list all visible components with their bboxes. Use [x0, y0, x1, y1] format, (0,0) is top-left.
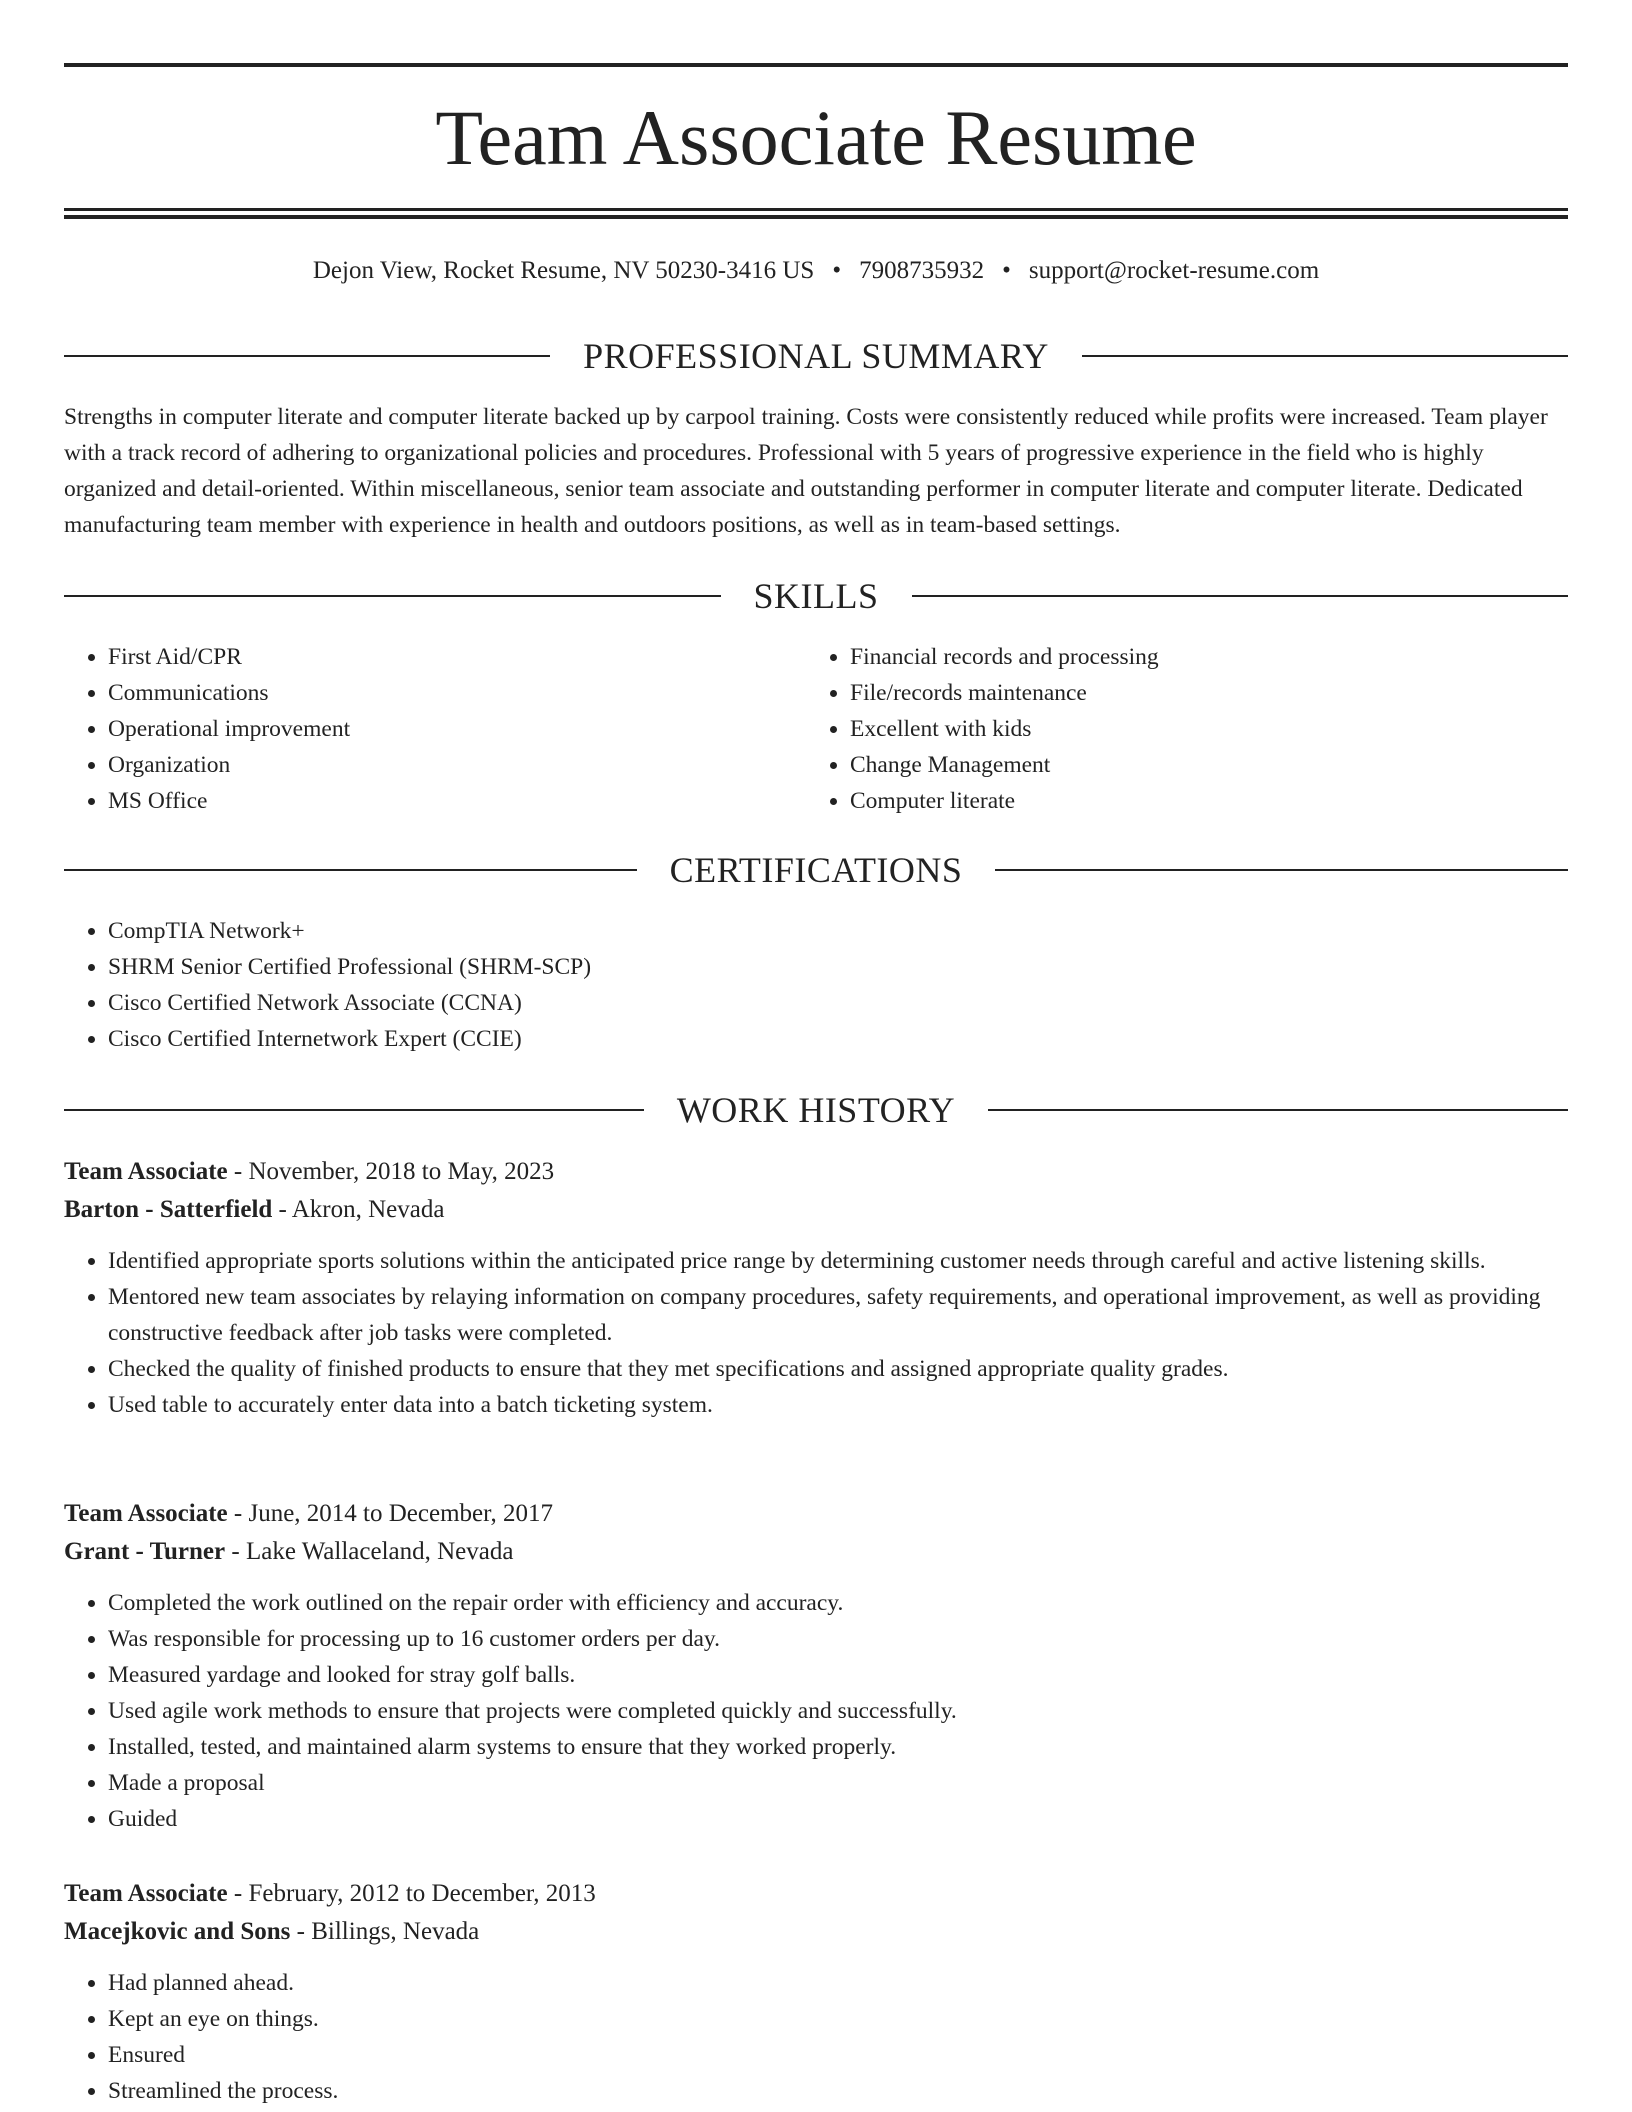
section-heading-certifications: [64, 848, 1568, 892]
section-heading-work-history: [64, 1088, 1568, 1132]
certification-item: • Cisco Certified Internetwork Expert (CCIE): [108, 1021, 1568, 1057]
job-duty: • Measured yardage and looked for stray golf balls.: [108, 1657, 1568, 1693]
contact-email: support@rocket-resume.com: [1028, 257, 1320, 284]
skill-item: • Financial records and processing: [850, 639, 1566, 675]
job-duty: • Kept an eye on things.: [108, 2001, 1568, 2037]
contact-address: Dejon View, Rocket Resume, NV 50230-3416 US: [312, 257, 815, 284]
resume-title: Team Associate Resume: [435, 94, 1197, 181]
job-duty: • Used table to accurately enter data into a batch ticketing system.: [108, 1387, 1568, 1423]
contact-separator: •: [832, 257, 842, 284]
section-heading-summary: [64, 334, 1568, 378]
section-title: CERTIFICATIONS: [669, 850, 963, 890]
contact-separator: •: [1002, 257, 1011, 284]
job-duty: • Checked the quality of finished products to ensure that they met specifications and assigned appropriate quality grades.: [108, 1351, 1568, 1387]
job-location: - Billings, Nevada: [290, 1918, 480, 1945]
skill-item: • Computer literate: [850, 783, 1566, 819]
job-location: - Lake Wallaceland, Nevada: [225, 1538, 514, 1565]
heading-rule-left: [64, 869, 637, 871]
heading-rule-right: [988, 1109, 1568, 1111]
skills-column-right: [806, 639, 1566, 819]
section-title: SKILLS: [753, 576, 879, 616]
title-divider-lower: [64, 215, 1568, 219]
job-company: Barton - Satterfield: [64, 1196, 273, 1223]
job-duty: • Installed, tested, and maintained alarm systems to ensure that they worked properly.: [108, 1729, 1568, 1765]
skill-item: • File/records maintenance: [850, 675, 1566, 711]
title-divider-upper: [64, 208, 1568, 211]
job-dates: - November, 2018 to May, 2023: [227, 1158, 555, 1185]
heading-rule-right: [912, 595, 1569, 597]
job-dates: - February, 2012 to December, 2013: [227, 1880, 596, 1907]
skill-item: • Communications: [108, 675, 804, 711]
section-title: PROFESSIONAL SUMMARY: [583, 336, 1049, 376]
heading-rule-right: [1082, 355, 1568, 357]
job-company-line: [64, 1533, 1568, 1571]
job-duties: [64, 1965, 1568, 2109]
heading-rule-left: [64, 1109, 644, 1111]
job-title: Team Associate: [64, 1500, 228, 1527]
section-heading-skills: [64, 574, 1568, 618]
heading-rule-left: [64, 595, 721, 597]
job-duty: • Was responsible for processing up to 16 customer orders per day.: [108, 1621, 1568, 1657]
job-entry: [64, 1153, 1568, 1423]
job-company: Macejkovic and Sons: [64, 1918, 291, 1945]
skill-item: • Organization: [108, 747, 804, 783]
skill-item: • Operational improvement: [108, 711, 804, 747]
top-divider: [64, 63, 1568, 67]
skill-item: • First Aid/CPR: [108, 639, 804, 675]
job-duty: • Had planned ahead.: [108, 1965, 1568, 2001]
job-duty: • Used agile work methods to ensure that projects were completed quickly and successfully.: [108, 1693, 1568, 1729]
certification-item: • CompTIA Network+: [108, 913, 1568, 949]
job-entry: [64, 1875, 1568, 2109]
job-duty: • Ensured: [108, 2037, 1568, 2073]
certifications-list: [64, 913, 1568, 1057]
job-duty: • Made a proposal: [108, 1765, 1568, 1801]
job-title: Team Associate: [64, 1880, 228, 1907]
summary-paragraph: Strengths in computer literate and computer literate backed up by carpool training. Costs were consistently reduced while profits were increased. Team player with a track record of adhering to organizational policies and procedures. Professional with 5 years of progressive experience in the field who is highly organized and detail-oriented. Within miscellaneous, senior team associate and outstanding performer in computer literate and computer literate. Dedicated manufacturing team member with experience in health and outdoors positions, as well as in team-based settings.: [64, 404, 1548, 538]
job-title-line: [64, 1495, 1568, 1533]
job-title-line: [64, 1153, 1568, 1191]
job-company: Grant - Turner: [64, 1538, 226, 1565]
section-title: WORK HISTORY: [676, 1090, 956, 1130]
contact-phone: 7908735932: [859, 257, 985, 284]
job-duty: • Completed the work outlined on the repair order with efficiency and accuracy.: [108, 1585, 1568, 1621]
certification-item: • Cisco Certified Network Associate (CCNA): [108, 985, 1568, 1021]
certification-item: • SHRM Senior Certified Professional (SHRM-SCP): [108, 949, 1568, 985]
skill-item: • Change Management: [850, 747, 1566, 783]
job-duties: [64, 1585, 1568, 1837]
job-title: Team Associate: [64, 1158, 228, 1185]
job-location: - Akron, Nevada: [272, 1196, 445, 1223]
job-company-line: [64, 1191, 1568, 1229]
heading-rule-right: [995, 869, 1568, 871]
job-title-line: [64, 1875, 1568, 1913]
job-entry: [64, 1495, 1568, 1837]
job-company-line: [64, 1913, 1568, 1951]
heading-rule-left: [64, 355, 550, 357]
skill-item: • Excellent with kids: [850, 711, 1566, 747]
job-duty: • Mentored new team associates by relaying information on company procedures, safety requirements, and operational improvement, as well as providing constructive feedback after job tasks were completed.: [108, 1279, 1568, 1351]
skill-item: • MS Office: [108, 783, 804, 819]
contact-line: [64, 254, 1568, 288]
job-duty: • Guided: [108, 1801, 1568, 1837]
job-duty: • Streamlined the process.: [108, 2073, 1568, 2109]
job-dates: - June, 2014 to December, 2017: [227, 1500, 553, 1527]
job-duties: [64, 1243, 1568, 1423]
skills-column-left: [64, 639, 804, 819]
job-duty: • Identified appropriate sports solutions within the anticipated price range by determining customer needs through careful and active listening skills.: [108, 1243, 1568, 1279]
